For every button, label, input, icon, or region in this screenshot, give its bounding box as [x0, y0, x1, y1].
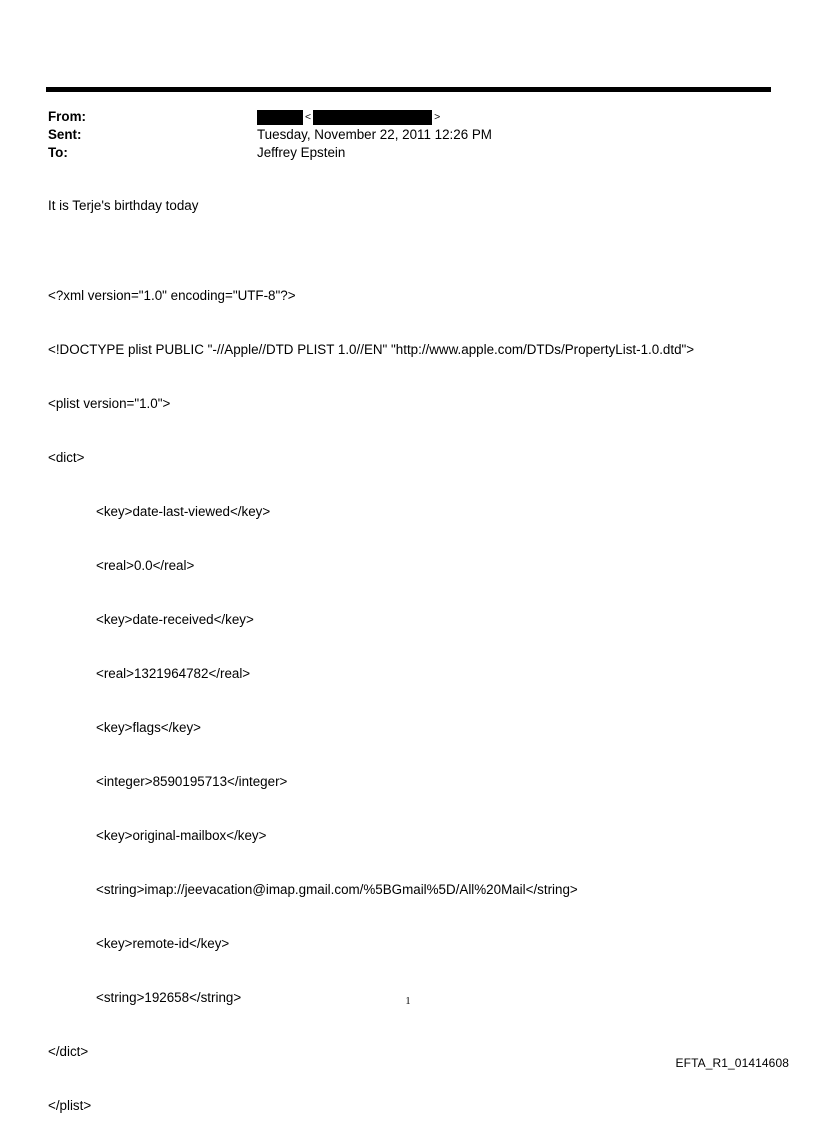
- from-close-bracket: >: [434, 111, 441, 123]
- from-value: [257, 108, 442, 126]
- plist-line: <?xml version="1.0" encoding="UTF-8"?>: [48, 288, 296, 303]
- plist-line: <string>192658</string>: [96, 990, 242, 1005]
- plist-line: <key>date-received</key>: [96, 612, 254, 627]
- plist-line: </plist>: [48, 1098, 92, 1113]
- redacted-sender-email: [313, 110, 432, 125]
- plist-line: <plist version="1.0">: [48, 396, 171, 411]
- from-label: From:: [48, 109, 86, 124]
- plist-line: <string>imap://jeevacation@imap.gmail.com/%5BGmail%5D/All%20Mail</string>: [96, 882, 578, 897]
- from-open-bracket: <: [305, 111, 312, 123]
- to-row: [48, 144, 768, 162]
- from-row: [48, 108, 768, 126]
- to-label: To:: [48, 145, 68, 160]
- message-intro: It is Terje's birthday today: [48, 198, 199, 213]
- page-number: 1: [405, 996, 411, 1007]
- plist-line: <key>remote-id</key>: [96, 936, 230, 951]
- plist-line: <integer>8590195713</integer>: [96, 774, 288, 789]
- plist-line: <key>date-last-viewed</key>: [96, 504, 271, 519]
- plist-line: </dict>: [48, 1044, 89, 1059]
- plist-line: <real>1321964782</real>: [96, 666, 251, 681]
- sent-value: Tuesday, November 22, 2011 12:26 PM: [257, 127, 492, 142]
- header-divider-rule: [46, 87, 771, 92]
- sent-row: [48, 126, 768, 144]
- to-value: Jeffrey Epstein: [257, 145, 346, 160]
- email-header: [48, 108, 768, 162]
- plist-line: <!DOCTYPE plist PUBLIC "-//Apple//DTD PLIST 1.0//EN" "http://www.apple.com/DTDs/PropertyList-1.0.dtd">: [48, 342, 695, 357]
- redacted-sender-name: [257, 110, 303, 125]
- plist-line: <real>0.0</real>: [96, 558, 195, 573]
- plist-line: <key>flags</key>: [96, 720, 201, 735]
- sent-label: Sent:: [48, 127, 82, 142]
- plist-line: <key>original-mailbox</key>: [96, 828, 267, 843]
- bates-number: EFTA_R1_01414608: [675, 1056, 789, 1070]
- plist-line: <dict>: [48, 450, 85, 465]
